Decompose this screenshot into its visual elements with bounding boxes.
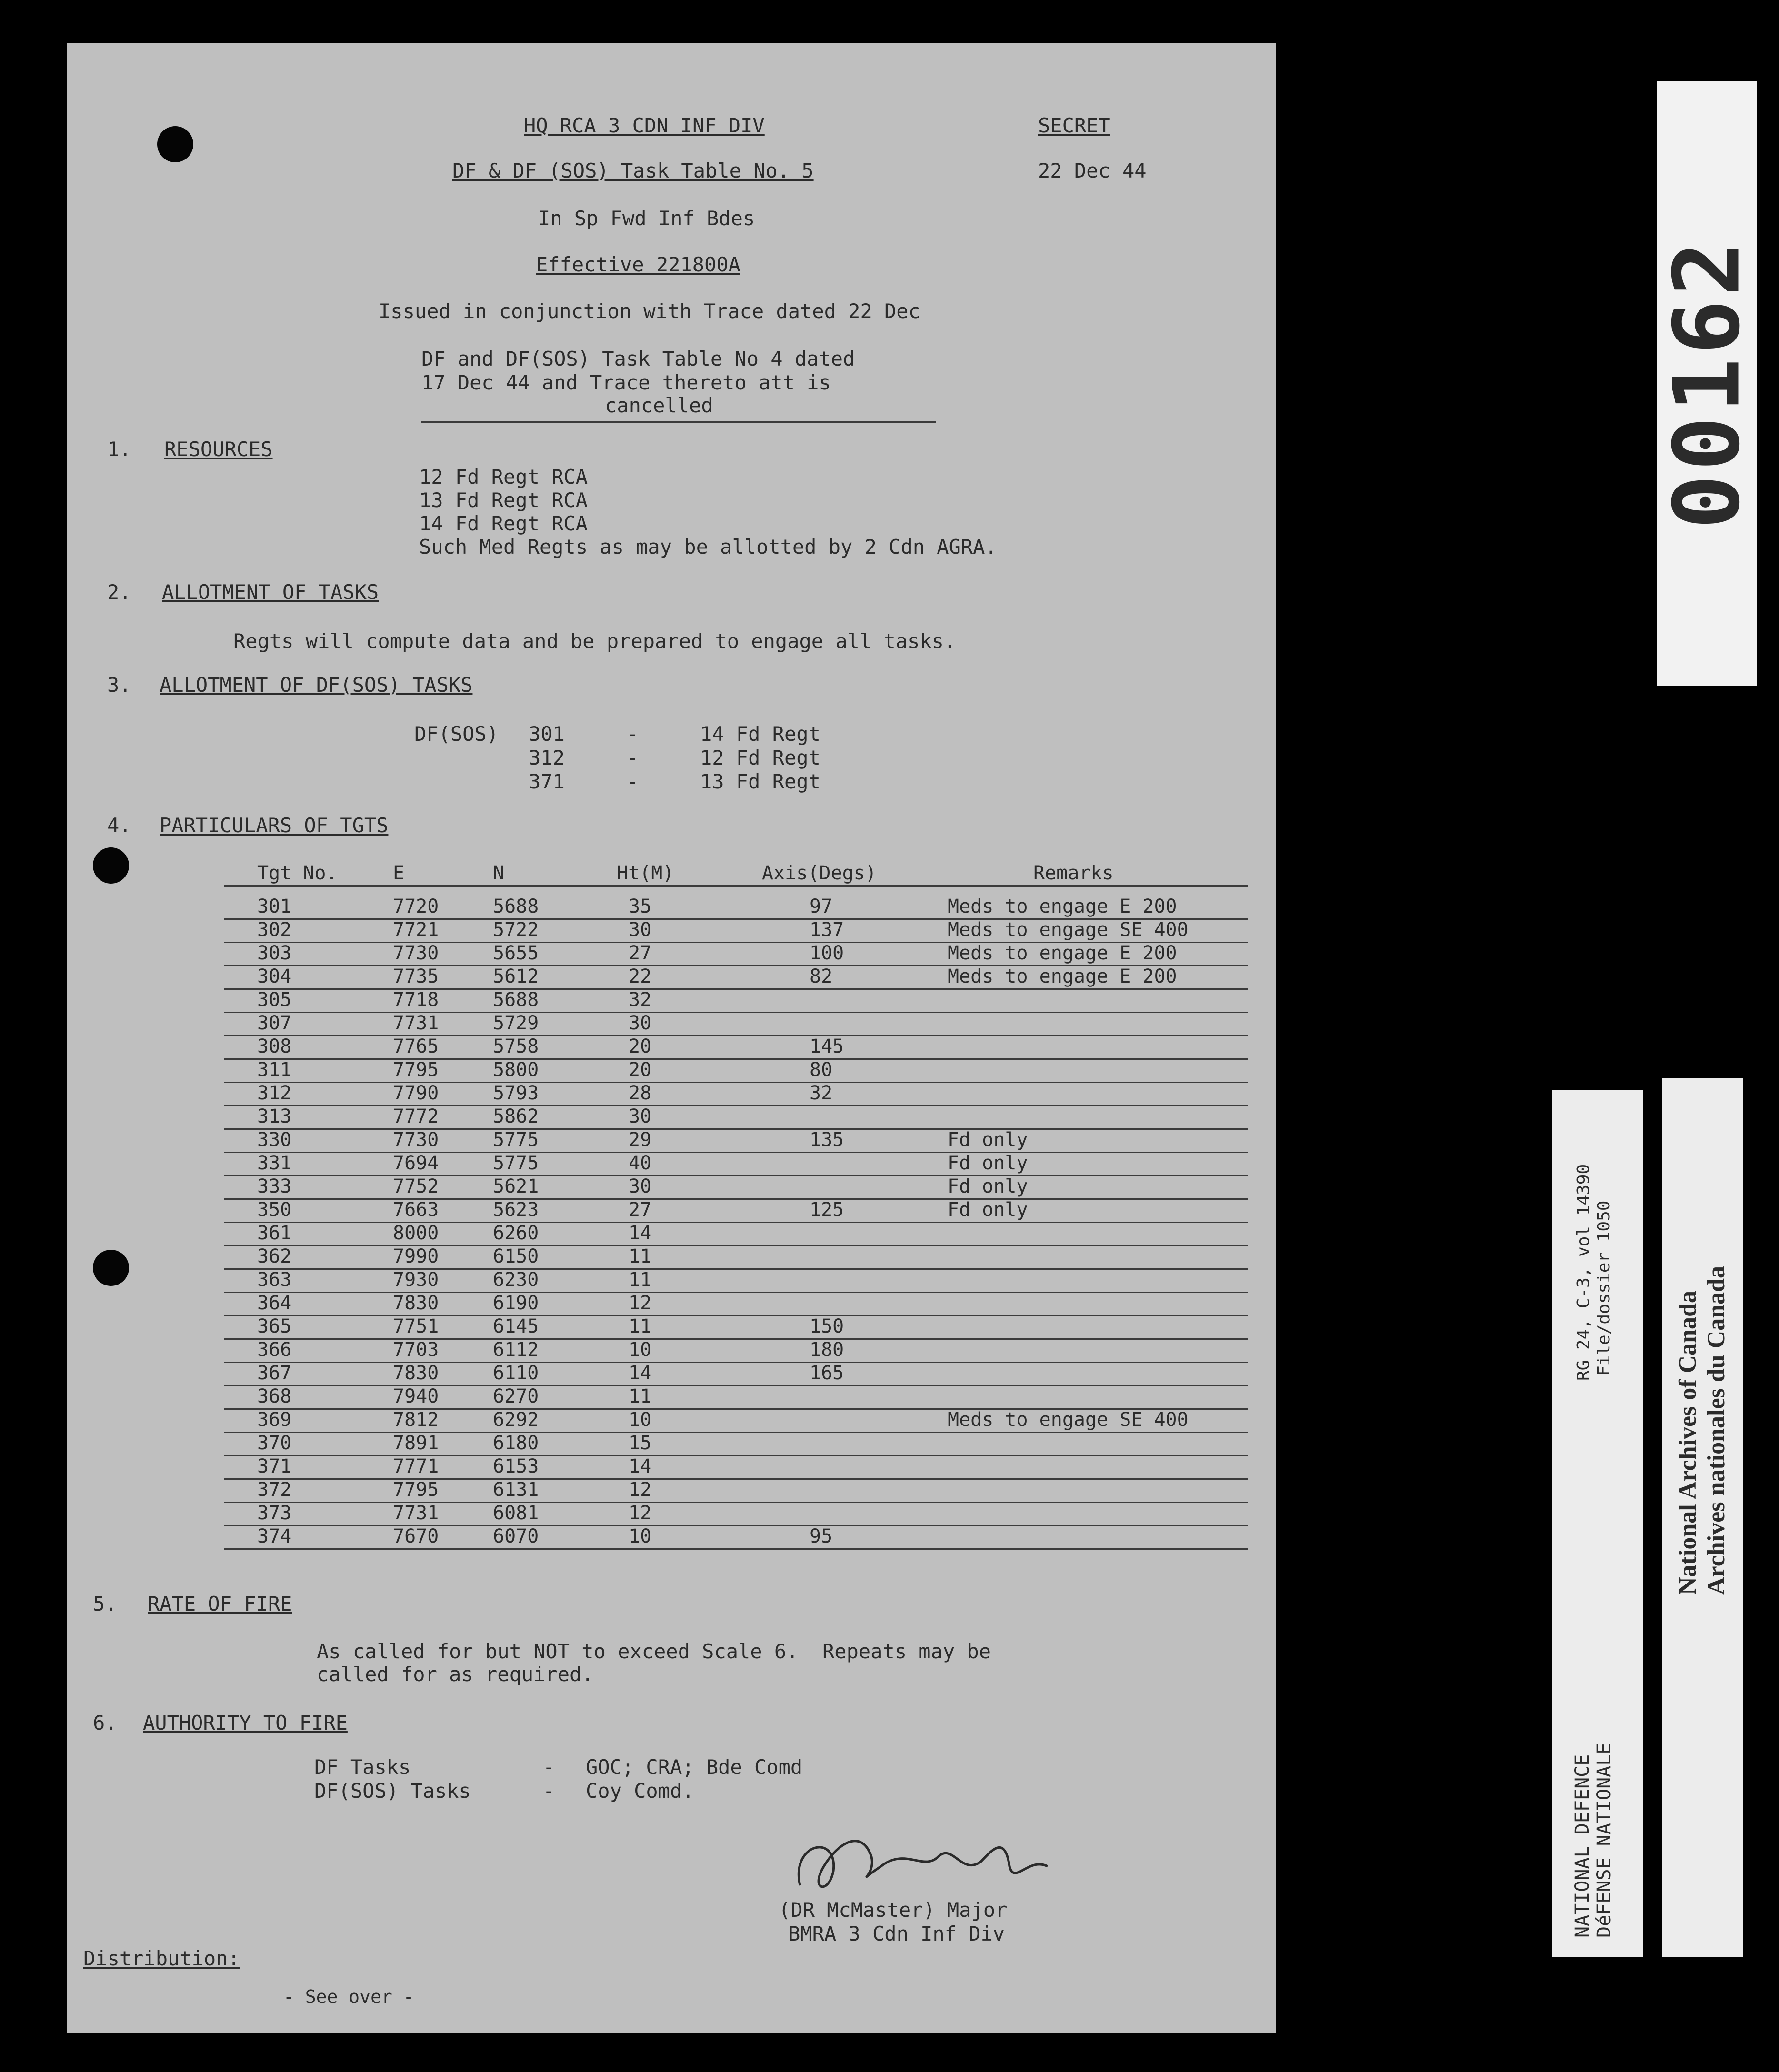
- cell-tgt: 311: [257, 1059, 292, 1081]
- col-header-tgt: Tgt No.: [257, 862, 338, 884]
- table-row: [224, 1525, 1248, 1549]
- cell-tgt: 374: [257, 1525, 292, 1547]
- file-reference: File/dossier 1050: [1594, 1200, 1614, 1376]
- cancel-line-3: cancelled: [605, 394, 713, 417]
- cell-ht: 14: [629, 1362, 652, 1384]
- table-row: [224, 965, 1248, 989]
- table-row: [224, 1198, 1248, 1222]
- cell-axis: 97: [810, 896, 833, 917]
- resource-line: 13 Fd Regt RCA: [419, 488, 588, 512]
- col-header-remarks: Remarks: [1033, 862, 1114, 884]
- see-over-note: - See over -: [283, 1986, 414, 2007]
- cell-tgt: 366: [257, 1339, 292, 1361]
- sos-unit: 13 Fd Regt: [700, 770, 820, 793]
- table-row: [224, 1268, 1248, 1292]
- section-number: 1.: [107, 438, 131, 461]
- cell-tgt: 368: [257, 1385, 292, 1407]
- table-row: [224, 1128, 1248, 1152]
- cell-ht: 32: [629, 989, 652, 1011]
- cell-axis: 135: [810, 1129, 844, 1151]
- cell-axis: 180: [810, 1339, 844, 1361]
- authority-comd: GOC; CRA; Bde Comd: [586, 1755, 803, 1779]
- cell-e: 7703: [393, 1339, 439, 1361]
- cell-ht: 22: [629, 966, 652, 987]
- cell-tgt: 313: [257, 1106, 292, 1127]
- archives-name-en: National Archives of Canada: [1674, 1291, 1701, 1595]
- cell-ht: 30: [629, 1012, 652, 1034]
- cell-axis: 80: [810, 1059, 833, 1081]
- cell-ht: 14: [629, 1455, 652, 1477]
- cell-e: 7731: [393, 1012, 439, 1034]
- table-row: [224, 1222, 1248, 1245]
- sos-unit: 14 Fd Regt: [700, 722, 820, 746]
- resource-line: 12 Fd Regt RCA: [419, 465, 588, 488]
- cell-n: 6070: [493, 1525, 539, 1547]
- cell-e: 7730: [393, 942, 439, 964]
- cell-remarks: Meds to engage SE 400: [948, 1409, 1189, 1431]
- table-row: [224, 1292, 1248, 1315]
- signatory-name: (DR McMaster) Major: [779, 1898, 1008, 1922]
- cell-n: 6292: [493, 1409, 539, 1431]
- table-row: [224, 1362, 1248, 1385]
- cell-n: 6153: [493, 1455, 539, 1477]
- cell-n: 6131: [493, 1479, 539, 1501]
- cell-n: 6190: [493, 1292, 539, 1314]
- section-text: Regts will compute data and be prepared to engage all tasks.: [233, 629, 956, 653]
- cell-e: 7812: [393, 1409, 439, 1431]
- cell-n: 5775: [493, 1129, 539, 1151]
- cell-remarks: Fd only: [948, 1199, 1028, 1221]
- table-row: [224, 1338, 1248, 1362]
- cell-n: 5688: [493, 896, 539, 917]
- sos-dash: -: [626, 746, 639, 769]
- cell-ht: 40: [629, 1152, 652, 1174]
- cell-remarks: Fd only: [948, 1129, 1028, 1151]
- cell-ht: 20: [629, 1059, 652, 1081]
- cell-tgt: 330: [257, 1129, 292, 1151]
- cell-n: 5800: [493, 1059, 539, 1081]
- table-row: [224, 1058, 1248, 1082]
- cell-e: 7771: [393, 1455, 439, 1477]
- cell-remarks: Meds to engage E 200: [948, 942, 1177, 964]
- cell-tgt: 370: [257, 1432, 292, 1454]
- cell-ht: 27: [629, 942, 652, 964]
- cell-tgt: 302: [257, 919, 292, 941]
- issued-line: Issued in conjunction with Trace dated 22 Dec: [379, 299, 920, 323]
- cell-e: 7751: [393, 1315, 439, 1337]
- cell-ht: 11: [629, 1245, 652, 1267]
- cell-axis: 165: [810, 1362, 844, 1384]
- cell-ht: 12: [629, 1292, 652, 1314]
- authority-comd: Coy Comd.: [586, 1779, 694, 1803]
- section-number: 5.: [93, 1592, 117, 1615]
- cell-remarks: Meds to engage E 200: [948, 896, 1177, 917]
- section-title: RATE OF FIRE: [148, 1592, 292, 1615]
- cell-n: 5655: [493, 942, 539, 964]
- sos-dash: -: [626, 722, 639, 746]
- cell-e: 7735: [393, 966, 439, 987]
- cell-axis: 82: [810, 966, 833, 987]
- cell-tgt: 363: [257, 1269, 292, 1291]
- cell-ht: 10: [629, 1409, 652, 1431]
- table-row: [224, 1455, 1248, 1479]
- cell-ht: 10: [629, 1525, 652, 1547]
- cell-tgt: 371: [257, 1455, 292, 1477]
- cell-remarks: Meds to engage E 200: [948, 966, 1177, 987]
- cell-n: 6180: [493, 1432, 539, 1454]
- section-title: AUTHORITY TO FIRE: [143, 1711, 348, 1734]
- cell-e: 7731: [393, 1502, 439, 1524]
- table-header: [224, 862, 1248, 886]
- cell-e: 7752: [393, 1175, 439, 1197]
- sos-dash: -: [626, 770, 639, 793]
- cell-tgt: 367: [257, 1362, 292, 1384]
- cell-ht: 11: [629, 1315, 652, 1337]
- cell-n: 5621: [493, 1175, 539, 1197]
- section-number: 4.: [107, 814, 131, 837]
- cancel-line-2: 17 Dec 44 and Trace thereto att is: [421, 371, 831, 394]
- cell-ht: 27: [629, 1199, 652, 1221]
- punch-hole: [93, 847, 129, 884]
- distribution-label: Distribution:: [83, 1947, 240, 1970]
- section-number: 6.: [93, 1711, 117, 1734]
- resource-line: Such Med Regts as may be allotted by 2 Cdn AGRA.: [419, 535, 997, 558]
- cell-axis: 150: [810, 1315, 844, 1337]
- cell-n: 5722: [493, 919, 539, 941]
- cell-ht: 12: [629, 1479, 652, 1501]
- unit-heading: HQ RCA 3 CDN INF DIV: [524, 114, 765, 137]
- cell-ht: 10: [629, 1339, 652, 1361]
- archive-label-department: [1552, 1090, 1643, 1957]
- cell-ht: 11: [629, 1385, 652, 1407]
- table-row: [224, 1012, 1248, 1036]
- effective-line: Effective 221800A: [536, 253, 740, 276]
- support-line: In Sp Fwd Inf Bdes: [538, 207, 755, 230]
- punch-hole: [93, 1250, 129, 1286]
- cell-e: 7663: [393, 1199, 439, 1221]
- cell-tgt: 364: [257, 1292, 292, 1314]
- cell-e: 7765: [393, 1036, 439, 1057]
- cell-remarks: Meds to engage SE 400: [948, 919, 1189, 941]
- table-row: [224, 1315, 1248, 1339]
- cancel-line-1: DF and DF(SOS) Task Table No 4 dated: [421, 347, 855, 370]
- resource-line: 14 Fd Regt RCA: [419, 512, 588, 535]
- cell-ht: 30: [629, 1175, 652, 1197]
- cell-tgt: 372: [257, 1479, 292, 1501]
- cell-n: 5793: [493, 1082, 539, 1104]
- table-row: [224, 918, 1248, 942]
- cell-axis: 125: [810, 1199, 844, 1221]
- cell-n: 5623: [493, 1199, 539, 1221]
- dept-fr: DéFENSE NATIONALE: [1593, 1743, 1615, 1938]
- cell-e: 8000: [393, 1222, 439, 1244]
- cell-tgt: 301: [257, 896, 292, 917]
- cell-e: 7670: [393, 1525, 439, 1547]
- table-row: [224, 1035, 1248, 1059]
- cell-e: 7790: [393, 1082, 439, 1104]
- cell-e: 7772: [393, 1106, 439, 1127]
- table-row: [224, 1385, 1248, 1409]
- cell-tgt: 350: [257, 1199, 292, 1221]
- cell-axis: 100: [810, 942, 844, 964]
- cell-n: 6150: [493, 1245, 539, 1267]
- rate-line-1: As called for but NOT to exceed Scale 6. Repeats may be: [317, 1640, 991, 1663]
- cell-ht: 12: [629, 1502, 652, 1524]
- cell-remarks: Fd only: [948, 1175, 1028, 1197]
- table-row: [224, 895, 1248, 919]
- sos-unit: 12 Fd Regt: [700, 746, 820, 769]
- section-title: PARTICULARS OF TGTS: [160, 814, 389, 837]
- authority-dash: -: [543, 1779, 555, 1803]
- handwritten-signature: [781, 1814, 1076, 1909]
- cell-n: 6230: [493, 1269, 539, 1291]
- cell-e: 7830: [393, 1362, 439, 1384]
- cell-tgt: 312: [257, 1082, 292, 1104]
- section-title: ALLOTMENT OF TASKS: [162, 580, 379, 604]
- table-row: [224, 1502, 1248, 1525]
- cell-n: 5758: [493, 1036, 539, 1057]
- cell-e: 7795: [393, 1059, 439, 1081]
- cell-axis: 137: [810, 919, 844, 941]
- archive-reference: RG 24, C-3, vol 14390: [1574, 1164, 1593, 1381]
- cell-e: 7694: [393, 1152, 439, 1174]
- sos-task: 312: [529, 746, 565, 769]
- archive-stamp: [1654, 81, 1760, 686]
- document-page: [67, 43, 1276, 2033]
- row-rule: [224, 1548, 1248, 1550]
- cell-e: 7721: [393, 919, 439, 941]
- cell-tgt: 361: [257, 1222, 292, 1244]
- section-title: RESOURCES: [164, 438, 273, 461]
- table-row: [224, 1152, 1248, 1175]
- table-row: [224, 1478, 1248, 1502]
- cell-e: 7720: [393, 896, 439, 917]
- cell-tgt: 362: [257, 1245, 292, 1267]
- rate-line-2: called for as required.: [317, 1663, 594, 1686]
- cell-ht: 29: [629, 1129, 652, 1151]
- sos-prefix: DF(SOS): [414, 722, 499, 746]
- header-rule: [224, 885, 1248, 887]
- cell-tgt: 305: [257, 989, 292, 1011]
- table-row: [224, 1105, 1248, 1129]
- cell-ht: 15: [629, 1432, 652, 1454]
- document-date: 22 Dec 44: [1038, 159, 1147, 182]
- dept-en: NATIONAL DEFENCE: [1571, 1754, 1593, 1938]
- table-row: [224, 1175, 1248, 1199]
- cell-e: 7830: [393, 1292, 439, 1314]
- cell-e: 7891: [393, 1432, 439, 1454]
- section-number: 2.: [107, 580, 131, 604]
- col-header-ht: Ht(M): [617, 862, 674, 884]
- table-row: [224, 988, 1248, 1012]
- cell-n: 5775: [493, 1152, 539, 1174]
- cell-ht: 14: [629, 1222, 652, 1244]
- cell-tgt: 373: [257, 1502, 292, 1524]
- cell-tgt: 308: [257, 1036, 292, 1057]
- col-header-n: N: [493, 862, 505, 884]
- signatory-role: BMRA 3 Cdn Inf Div: [788, 1922, 1005, 1945]
- punch-hole: [157, 126, 193, 162]
- section-title: ALLOTMENT OF DF(SOS) TASKS: [160, 673, 473, 697]
- cell-tgt: 333: [257, 1175, 292, 1197]
- authority-dash: -: [543, 1755, 555, 1779]
- cell-remarks: Fd only: [948, 1152, 1028, 1174]
- cell-tgt: 369: [257, 1409, 292, 1431]
- cell-tgt: 303: [257, 942, 292, 964]
- cell-n: 5612: [493, 966, 539, 987]
- cell-e: 7940: [393, 1385, 439, 1407]
- authority-task: DF Tasks: [314, 1755, 411, 1779]
- cell-ht: 30: [629, 919, 652, 941]
- table-row: [224, 1408, 1248, 1432]
- cell-e: 7930: [393, 1269, 439, 1291]
- cell-e: 7718: [393, 989, 439, 1011]
- cell-n: 5862: [493, 1106, 539, 1127]
- cell-n: 5729: [493, 1012, 539, 1034]
- table-row: [224, 1082, 1248, 1106]
- cell-ht: 20: [629, 1036, 652, 1057]
- cell-axis: 145: [810, 1036, 844, 1057]
- cell-tgt: 304: [257, 966, 292, 987]
- cell-n: 5688: [493, 989, 539, 1011]
- archive-stamp-number: 00162: [1654, 238, 1760, 529]
- cell-n: 6112: [493, 1339, 539, 1361]
- cell-ht: 35: [629, 896, 652, 917]
- table-row: [224, 1432, 1248, 1455]
- divider: [421, 421, 936, 423]
- cell-ht: 30: [629, 1106, 652, 1127]
- cell-axis: 95: [810, 1525, 833, 1547]
- sos-task: 371: [529, 770, 565, 793]
- cell-tgt: 331: [257, 1152, 292, 1174]
- cell-n: 6145: [493, 1315, 539, 1337]
- table-row: [224, 942, 1248, 966]
- cell-tgt: 307: [257, 1012, 292, 1034]
- cell-e: 7795: [393, 1479, 439, 1501]
- cell-e: 7990: [393, 1245, 439, 1267]
- classification: SECRET: [1038, 114, 1110, 137]
- cell-ht: 28: [629, 1082, 652, 1104]
- section-number: 3.: [107, 673, 131, 697]
- cell-n: 6260: [493, 1222, 539, 1244]
- authority-task: DF(SOS) Tasks: [314, 1779, 471, 1803]
- cell-n: 6270: [493, 1385, 539, 1407]
- table-row: [224, 1245, 1248, 1269]
- cell-n: 6110: [493, 1362, 539, 1384]
- document-title: DF & DF (SOS) Task Table No. 5: [452, 159, 814, 182]
- col-header-axis: Axis(Degs): [762, 862, 877, 884]
- archive-label-institution: [1662, 1078, 1743, 1957]
- cell-e: 7730: [393, 1129, 439, 1151]
- col-header-e: E: [393, 862, 405, 884]
- sos-task: 301: [529, 722, 565, 746]
- archives-name-fr: Archives nationales du Canada: [1703, 1265, 1730, 1595]
- cell-n: 6081: [493, 1502, 539, 1524]
- cell-axis: 32: [810, 1082, 833, 1104]
- cell-tgt: 365: [257, 1315, 292, 1337]
- cell-ht: 11: [629, 1269, 652, 1291]
